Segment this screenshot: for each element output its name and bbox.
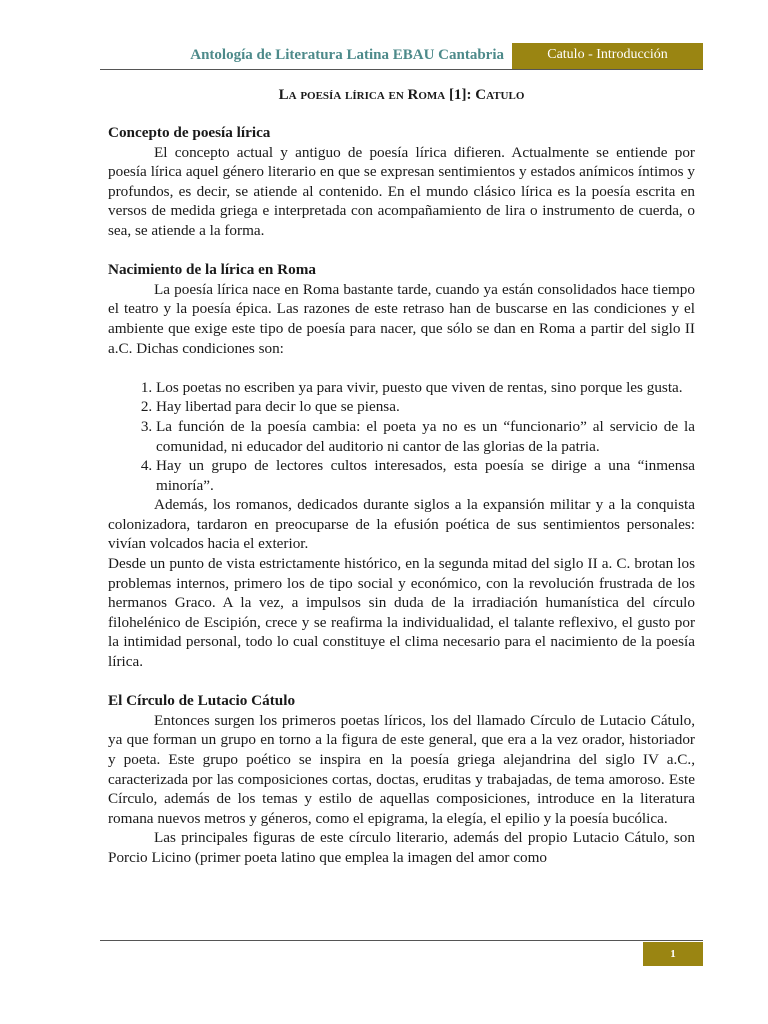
header-book-title: Antología de Literatura Latina EBAU Cantabria: [190, 47, 504, 63]
list-item: 1. Los poetas no escriben ya para vivir, puesto que viven de rentas, sino porque les gusta.: [156, 378, 695, 398]
list-item: 2. Hay libertad para decir lo que se piensa.: [156, 397, 695, 417]
document-body: [108, 85, 695, 868]
paragraph: Además, los romanos, dedicados durante siglos a la expansión militar y a la conquista colonizadora, tardaron en preocuparse de la efusión poética de sus sentimientos personales: vivían volcados hacia el exterior.: [108, 496, 695, 553]
paragraph: Entonces surgen los primeros poetas líricos, los del llamado Círculo de Lutacio Cátulo, ya que forman un grupo en torno a la figura de este general, que era a la vez orador, historiador y poeta. Este grupo poético se inspira en la poesía griega alejandrina del siglo IV a.C., caracterizada por las composiciones cortas, doctas, eruditas y trabajadas, de tema amoroso. Este Círculo, además de los temas y estilo de aquellas composiciones, introduce en la literatura romana nuevos metros y géneros, como el epigrama, la elegía, el epilio y la poesía bucólica.: [108, 711, 695, 827]
header-section-label: Catulo - Introducción: [512, 43, 703, 69]
section-heading-concepto: Concepto de poesía lírica: [108, 124, 271, 141]
page-number: 1: [643, 942, 703, 966]
page-header: [100, 43, 703, 70]
page-footer: [100, 940, 703, 967]
section-heading-nacimiento: Nacimiento de la lírica en Roma: [108, 261, 316, 279]
paragraph: La poesía lírica nace en Roma bastante tarde, cuando ya están consolidados hace tiempo el teatro y la poesía épica. Las razones de este retraso han de buscarse en las condiciones y el ambiente que exige este tipo de poesía para nacer, que sólo se dan en Roma a partir del siglo II a.C. Dichas condiciones son:: [108, 280, 695, 357]
section-heading-circulo: El Círculo de Lutacio Cátulo: [108, 692, 296, 710]
paragraph: Las principales figuras de este círculo literario, además del propio Lutacio Cátulo, son Porcio Licino (primer poeta latino que emplea la imagen del amor como: [108, 829, 695, 866]
paragraph: El concepto actual y antiguo de poesía lírica difieren. Actualmente se entiende por poesía lírica aquel género literario en que se expresan sentimientos y estados anímicos íntimos y profundos, es decir, se atiende al contenido. En el mundo clásico lírica es la poesía escrita en versos de medida griega e interpretada con acompañamiento de lira o instrumento de cuerda, o sea, se atiende a la forma.: [108, 143, 695, 239]
document-title: La poesía lírica en Roma [1]: Catulo: [278, 87, 525, 103]
list-item: 3. La función de la poesía cambia: el poeta ya no es un “funcionario” al servicio de la comunidad, ni educador del auditorio ni cantor de las glorias de la patria.: [156, 417, 695, 456]
list-item: 4. Hay un grupo de lectores cultos interesados, esta poesía se dirige a una “inmensa minoría”.: [156, 456, 695, 495]
conditions-list: [108, 378, 695, 496]
paragraph: Desde un punto de vista estrictamente histórico, en la segunda mitad del siglo II a. C. brotan los problemas internos, primero los de tipo social y económico, con la revolución frustrada de los hermanos Graco. A la vez, a impulsos sin duda de la irradiación humanística del círculo filohelénico de Escipión, crece y se reafirma la individualidad, el talante reflexivo, el gusto por la intimidad personal, todo lo cual constituye el clima necesario para el nacimiento de la poesía lírica.: [108, 555, 695, 671]
